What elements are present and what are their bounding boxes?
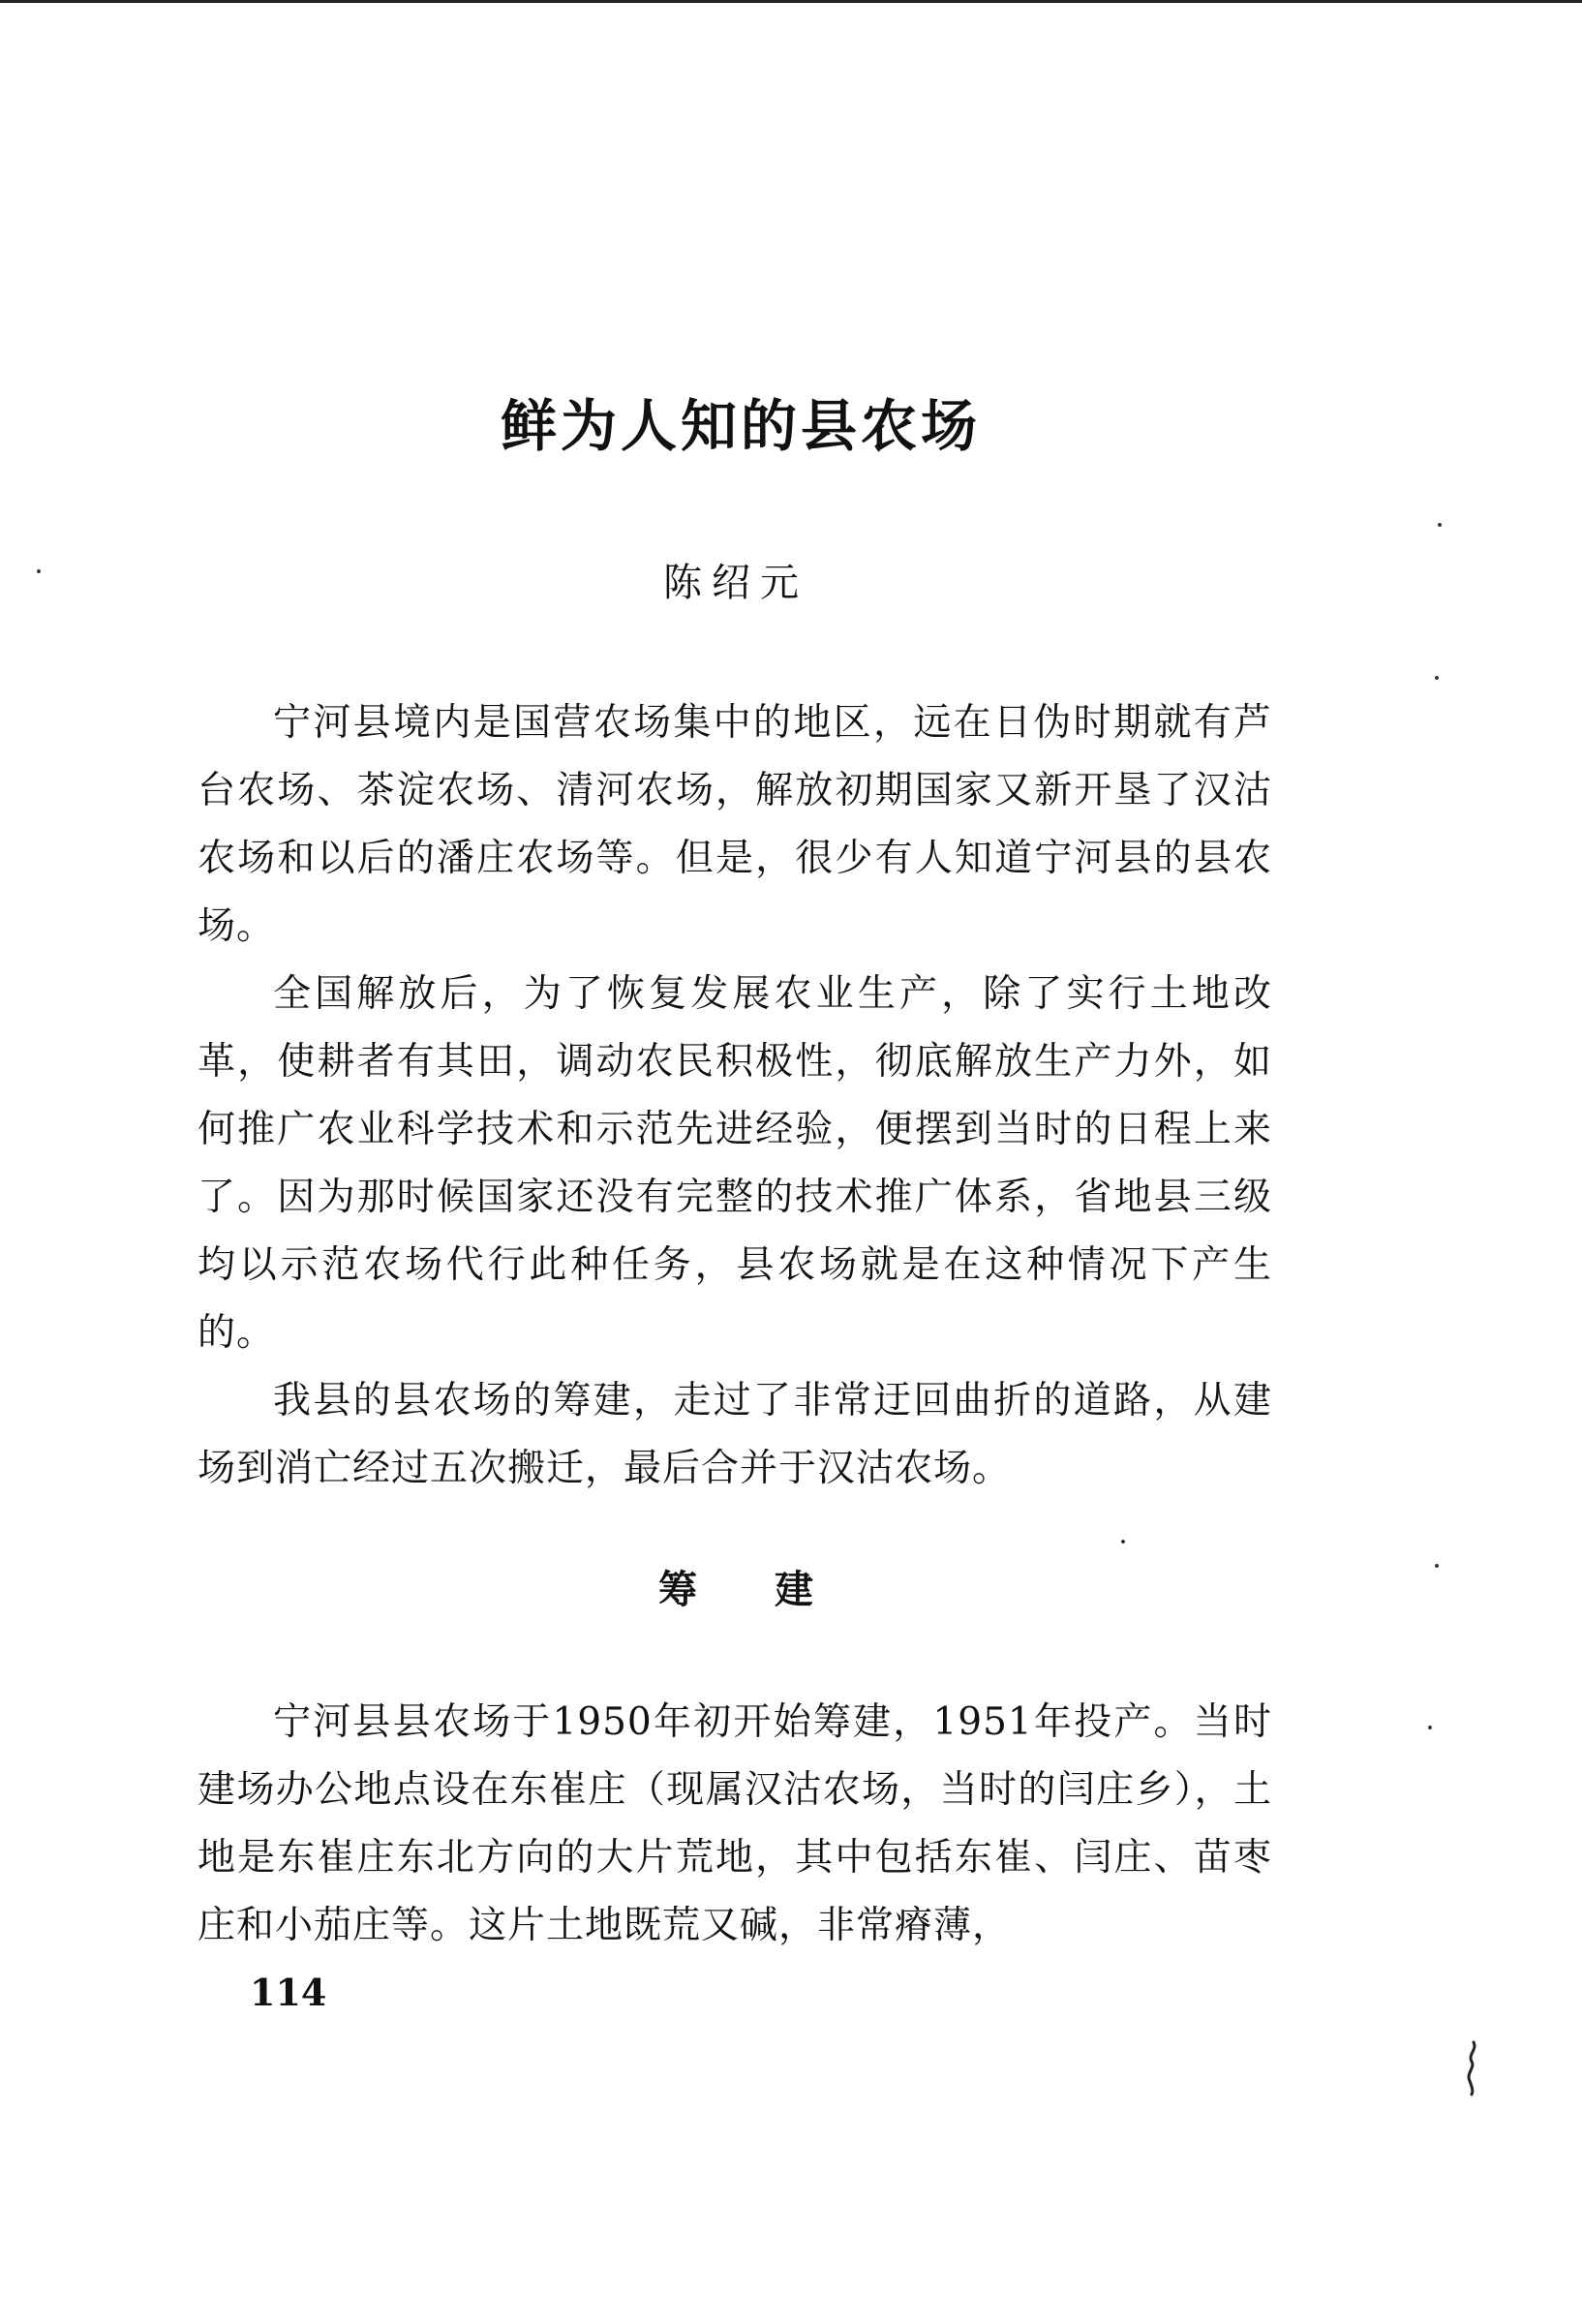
intro-text bbox=[198, 689, 1272, 1503]
article-title: 鲜为人知的县农场 bbox=[500, 393, 981, 459]
scan-speck bbox=[1121, 1540, 1125, 1544]
section-text bbox=[198, 1689, 1272, 1960]
scan-speck bbox=[37, 569, 41, 573]
section-heading: 筹建 bbox=[658, 1567, 891, 1612]
page-number: 114 bbox=[250, 1971, 327, 2014]
scan-speck bbox=[1435, 676, 1439, 680]
scan-speck bbox=[1435, 1564, 1439, 1568]
scan-speck bbox=[1438, 523, 1442, 527]
paragraph: 宁河县县农场于1950年初开始筹建，1951年投产。当时建场办公地点设在东崔庄（现属汉沽农场，当时的闫庄乡），土地是东崔庄东北方向的大片荒地，其中包括东崔、闫庄、苗枣庄和小茄庄等。这片土地既荒又碱，非常瘠薄， bbox=[198, 1700, 1272, 1947]
top-rule bbox=[0, 0, 1582, 3]
paragraph: 宁河县境内是国营农场集中的地区，远在日伪时期就有芦台农场、茶淀农场、清河农场，解放初期国家又新开垦了汉沽农场和以后的潘庄农场等。但是，很少有人知道宁河县的县农场。 bbox=[198, 701, 1272, 948]
paragraph: 我县的县农场的筹建，走过了非常迂回曲折的道路，从建场到消亡经过五次搬迁，最后合并于汉沽农场。 bbox=[198, 1379, 1272, 1490]
article-author: 陈绍元 bbox=[663, 561, 808, 605]
paragraph: 全国解放后，为了恢复发展农业生产，除了实行土地改革，使耕者有其田，调动农民积极性，彻底解放生产力外，如何推广农业科学技术和示范先进经验，便摆到当时的日程上来了。因为那时候国家还没有完整的技术推广体系，省地县三级均以示范农场代行此种任务，县农场就是在这种情况下产生的。 bbox=[198, 972, 1272, 1355]
pen-mark-icon bbox=[1460, 2038, 1485, 2096]
scan-speck bbox=[1428, 1726, 1432, 1729]
